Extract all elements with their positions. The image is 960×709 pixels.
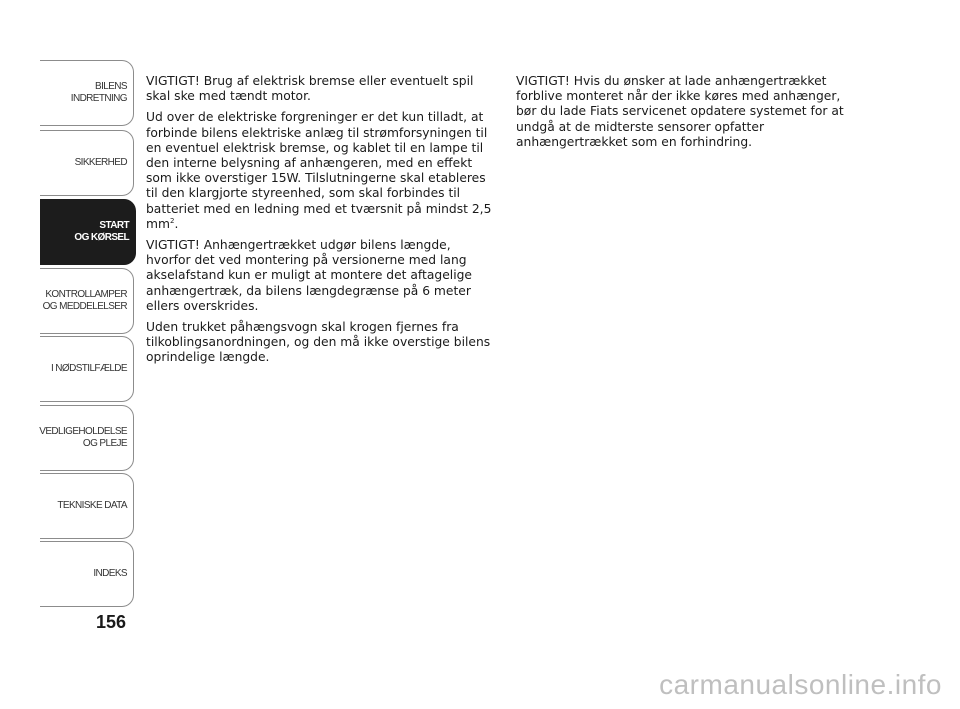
page-number: 156	[96, 612, 127, 632]
body-text: Ud over de elektriske forgreninger er det kun tilladt, at forbinde bilens elektriske anlæg til strømforsyningen til en eventuel elektrisk bremse, og kablet til en lampe til den interne belysning af anhængeren, med en effekt som ikke overstiger 15W. Tilslutningerne skal etableres til den klargjorte styreenhed, som skal forbindes til batteriet med en ledning med et tværsnit på mindst 2,5 mm	[146, 110, 492, 231]
tab-label: I NØDSTILFÆLDE	[50, 363, 127, 374]
tab-label: INDEKS	[93, 568, 127, 579]
tab-label: TEKNISKE DATA	[57, 500, 127, 511]
tab-indeks[interactable]	[40, 541, 134, 607]
warning-paragraph: VIGTIGT! Hvis du ønsker at lade anhængertrækket forblive monteret når der ikke køres med anhænger, bør du lade Fiats servicenet opdatere systemet for at undgå at de midterste sensorer opfatter anhængertrækket som en forhindring.	[516, 74, 844, 149]
watermark: carmanualsonline.info	[659, 669, 942, 700]
body-paragraph	[146, 110, 496, 232]
warning-paragraph: VIGTIGT! Brug af elektrisk bremse eller eventuelt spil skal ske med tændt motor.	[146, 74, 474, 104]
warning-paragraph: VIGTIGT! Anhængertrækket udgør bilens længde, hvorfor det ved montering på versionerne med lang akselafstand kun er muligt at montere det aftagelige anhængertræk, da bilens længdegrænse på 6 meter ellers overskrides.	[146, 238, 472, 313]
left-text-column	[146, 74, 496, 372]
tab-start-og-korsel[interactable]	[40, 199, 136, 265]
tab-bilens-indretning[interactable]	[40, 60, 134, 126]
tab-label: VEDLIGEHOLDELSE OG PLEJE	[39, 426, 127, 449]
punctuation: .	[174, 216, 179, 231]
tab-i-nodstilfaelde[interactable]	[40, 336, 134, 402]
tab-tekniske-data[interactable]	[40, 473, 134, 539]
tab-sikkerhed[interactable]	[40, 130, 134, 196]
right-text-column	[516, 74, 856, 156]
superscript: 2	[169, 216, 175, 225]
tab-kontrollamper[interactable]	[40, 268, 134, 334]
body-paragraph: Uden trukket påhængsvogn skal krogen fjernes fra tilkoblingsanordningen, og den må ikke overstige bilens oprindelige længde.	[146, 320, 491, 365]
tab-label: SIKKERHED	[74, 157, 127, 168]
tab-label: BILENS INDRETNING	[70, 81, 127, 104]
tab-label: KONTROLLAMPER OG MEDDELELSER	[42, 289, 127, 312]
tab-label: START OG KØRSEL	[74, 220, 129, 243]
tab-vedligeholdelse[interactable]	[40, 405, 134, 471]
